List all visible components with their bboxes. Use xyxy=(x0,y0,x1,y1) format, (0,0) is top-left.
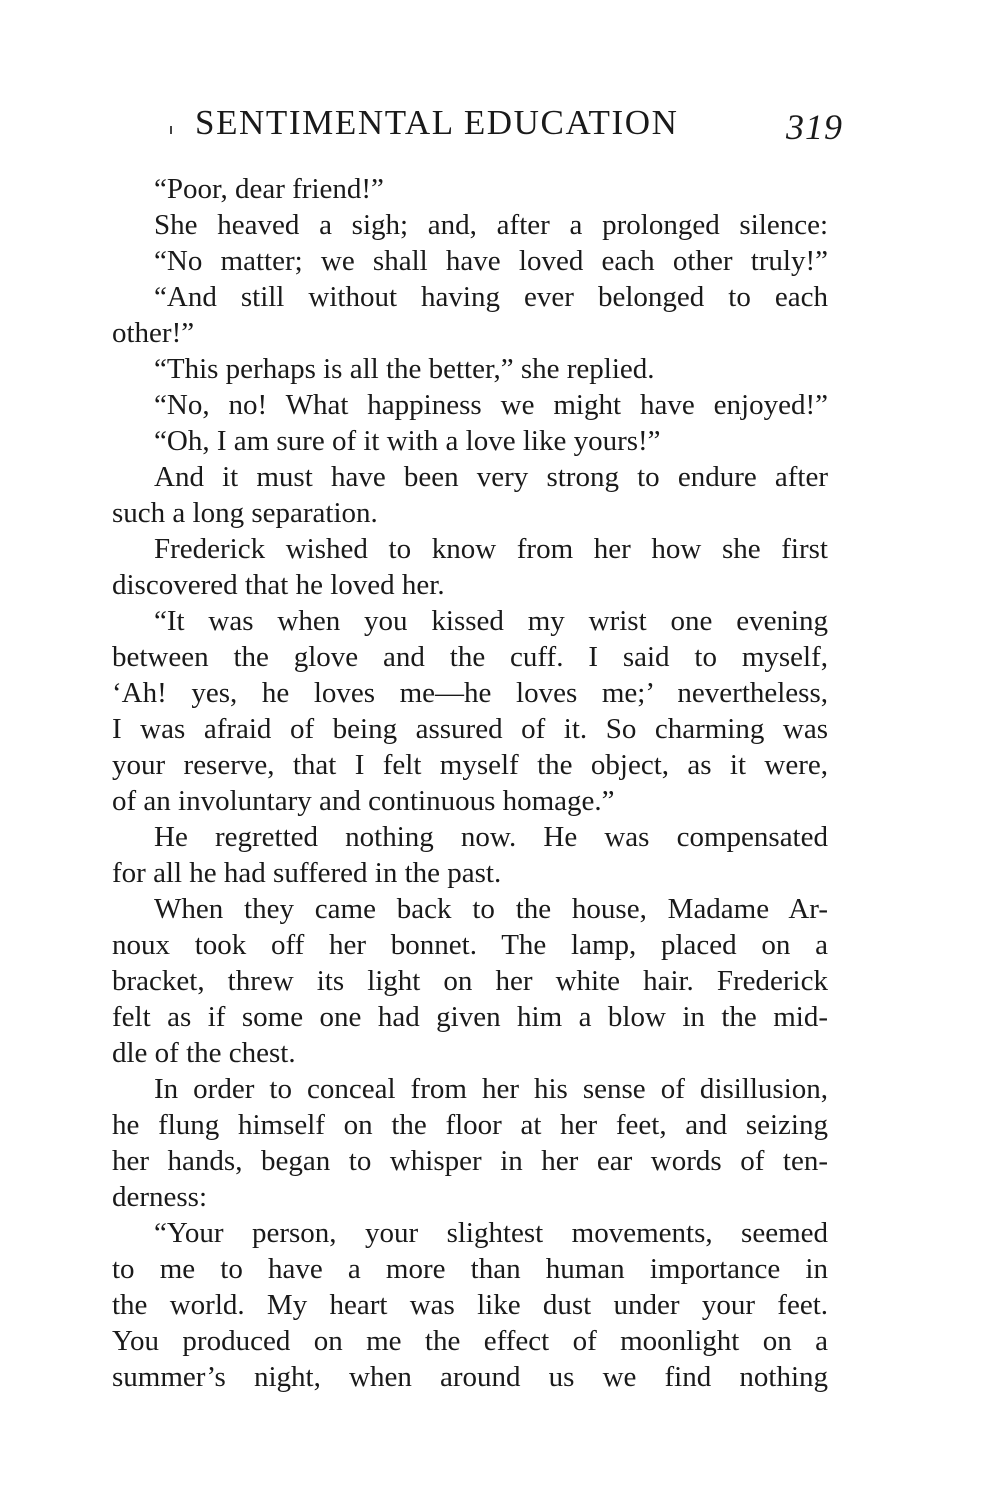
text-line: for all he had suffered in the past. xyxy=(112,857,502,889)
text-line: summer’s night, when around us we find nothing xyxy=(112,1361,828,1393)
text-line: “Oh, I am sure of it with a love like yours!” xyxy=(154,425,661,457)
text-line: “It was when you kissed my wrist one evening xyxy=(154,605,828,637)
text-line: noux took off her bonnet. The lamp, placed on a xyxy=(112,929,828,961)
text-line: her hands, began to whisper in her ear words of ten- xyxy=(112,1145,828,1177)
text-line: of an involuntary and continuous homage.” xyxy=(112,785,615,817)
text-line: the world. My heart was like dust under your feet. xyxy=(112,1289,828,1321)
text-line: “No matter; we shall have loved each other truly!” xyxy=(154,245,828,277)
text-line: She heaved a sigh; and, after a prolonged silence: xyxy=(154,209,828,241)
text-line: such a long separation. xyxy=(112,497,378,529)
page-number: 319 xyxy=(786,107,843,147)
body-text xyxy=(112,171,828,1395)
text-line: He regretted nothing now. He was compensated xyxy=(154,821,828,853)
text-line: other!” xyxy=(112,317,195,349)
text-line: Frederick wished to know from her how she first xyxy=(154,533,828,565)
text-line: derness: xyxy=(112,1181,208,1213)
print-speck xyxy=(170,126,172,134)
text-line: When they came back to the house, Madame Ar- xyxy=(154,893,828,925)
text-line: discovered that he loved her. xyxy=(112,569,445,601)
text-line: he flung himself on the floor at her feet, and seizing xyxy=(112,1109,828,1141)
text-line: “Your person, your slightest movements, seemed xyxy=(154,1217,828,1249)
running-title: SENTIMENTAL EDUCATION xyxy=(195,103,679,142)
text-line: between the glove and the cuff. I said to myself, xyxy=(112,641,828,673)
text-line: In order to conceal from her his sense of disillusion, xyxy=(154,1073,828,1105)
text-line: “No, no! What happiness we might have enjoyed!” xyxy=(154,389,828,421)
text-line: your reserve, that I felt myself the object, as it were, xyxy=(112,749,828,781)
text-line: to me to have a more than human importance in xyxy=(112,1253,828,1285)
running-header xyxy=(195,98,845,148)
text-line: ‘Ah! yes, he loves me—he loves me;’ nevertheless, xyxy=(112,677,828,709)
text-line: I was afraid of being assured of it. So charming was xyxy=(112,713,828,745)
text-line: dle of the chest. xyxy=(112,1037,296,1069)
text-line: felt as if some one had given him a blow in the mid- xyxy=(112,1001,828,1033)
text-line: You produced on me the effect of moonlight on a xyxy=(112,1325,828,1357)
text-line: “And still without having ever belonged to each xyxy=(154,281,828,313)
text-line: And it must have been very strong to endure after xyxy=(154,461,828,493)
text-line: bracket, threw its light on her white hair. Frederick xyxy=(112,965,828,997)
text-line: “This perhaps is all the better,” she replied. xyxy=(154,353,655,385)
text-line: “Poor, dear friend!” xyxy=(154,173,384,205)
